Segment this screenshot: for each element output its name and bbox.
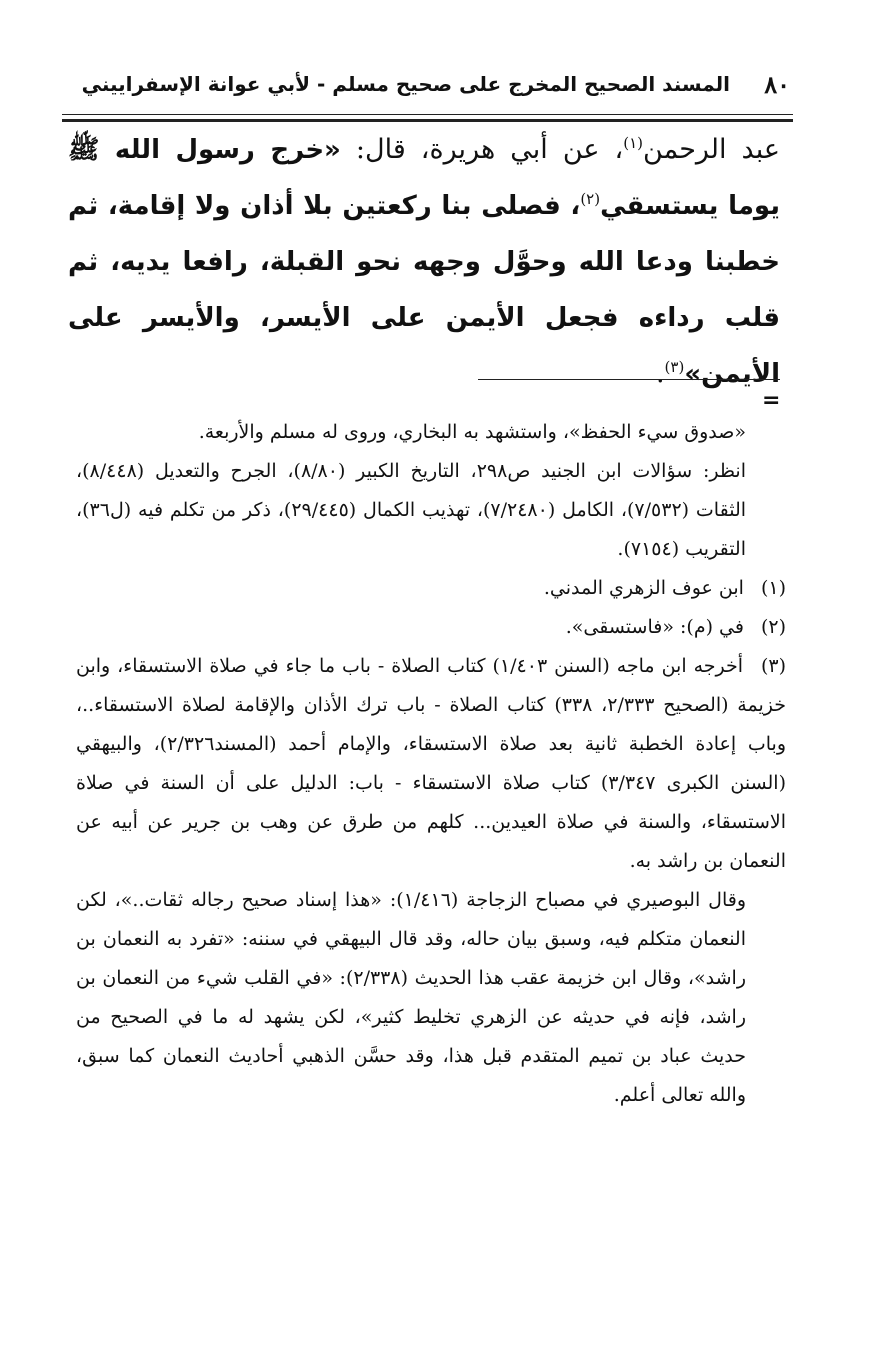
footnote-separator [478, 379, 780, 380]
main-lead: عبد الرحمن [643, 134, 780, 165]
footnote-ref-1: (١) [623, 134, 644, 152]
footnote-3 [76, 647, 786, 881]
main-text [68, 122, 780, 402]
page-header [81, 62, 790, 112]
footnote-2-number: (٢) [760, 616, 786, 638]
hadith-text-b: ، فصلى بنا ركعتين بلا أذان ولا إقامة، ثم خطبنا ودعا الله وحوَّل وجهه نحو القبلة، رافعا يديه، ثم قلب رداءه فجعل الأيمن على الأيسر، والأيسر على الأيمن» [68, 191, 780, 389]
page-number: ٨٠ [764, 70, 790, 99]
header-rule-thin [62, 114, 793, 115]
footnote-2 [76, 608, 786, 647]
hadith-text-a: «خرج رسول الله ﷺ يوما يستسقي [68, 135, 780, 221]
footnote-2-text: في (م): «فاستسقى». [565, 616, 744, 638]
footnote-continuation-2: انظر: سؤالات ابن الجنيد ص٢٩٨، التاريخ الكبير (٨/٨٠)، الجرح والتعديل (٨/٤٤٨)، الثقات (٧/٥٣٢)، الكامل (٧/٢٤٨٠)، تهذيب الكمال (٢٩/٤٤٥)، ذكر من تكلم فيه (ل٣٦)، التقريب (٧١٥٤). [76, 460, 747, 560]
footnote-1 [76, 569, 786, 608]
main-end: . [655, 358, 665, 389]
footnote-ref-3: (٣) [664, 358, 685, 376]
footnote-continuation-1: «صدوق سيء الحفظ»، واستشهد به البخاري، وروى له مسلم والأربعة. [198, 421, 746, 443]
footnote-1-text: ابن عوف الزهري المدني. [543, 577, 744, 599]
footnote-1-number: (١) [760, 577, 786, 599]
footnote-ref-2: (٢) [580, 190, 601, 208]
footnote-3-text: أخرجه ابن ماجه (السنن ١/٤٠٣) كتاب الصلاة - باب ما جاء في صلاة الاستسقاء، وابن خزيمة (الصحيح ٢/٣٣٣، ٣٣٨) كتاب الصلاة - باب ترك الأذان والإقامة لصلاة الاستسقاء..، وباب إعادة الخطبة ثانية بعد صلاة الاستسقاء، والإمام أحمد (المسند٢/٣٢٦)، والبيهقي (السنن الكبرى ٣/٣٤٧) كتاب صلاة الاستسقاء - باب: الدليل على أن السنة في صلاة الاستسقاء، والسنة في صلاة العيدين... كلهم من طرق عن وهب بن جرير عن أبيه عن النعمان بن راشد به. [76, 655, 786, 872]
main-narrator: ، عن أبي هريرة، قال: [340, 134, 624, 165]
footnote-3-number: (٣) [760, 655, 786, 677]
footnote-3-paragraph-2: وقال البوصيري في مصباح الزجاجة (١/٤١٦): «هذا إسناد صحيح رجاله ثقات..»، لكن النعمان متكلم فيه، وسبق بيان حاله، وقد قال البيهقي في سننه: «تفرد به النعمان بن راشد»، وقال ابن خزيمة عقب هذا الحديث (٢/٣٣٨): «في القلب شيء من النعمان بن راشد، فإنه في حديثه عن الزهري تخليط كثير»، لكن يشهد له ما في الصحيح من حديث عباد بن تميم المتقدم قبل هذا، وقد حسَّن الذهبي أحاديث النعمان كما سبق، والله تعالى أعلم. [76, 889, 746, 1106]
running-title: المسند الصحيح المخرج على صحيح مسلم - لأبي عوانة الإسفراييني [81, 72, 730, 96]
continuation-mark: = [762, 388, 781, 413]
footnotes [76, 413, 786, 1115]
